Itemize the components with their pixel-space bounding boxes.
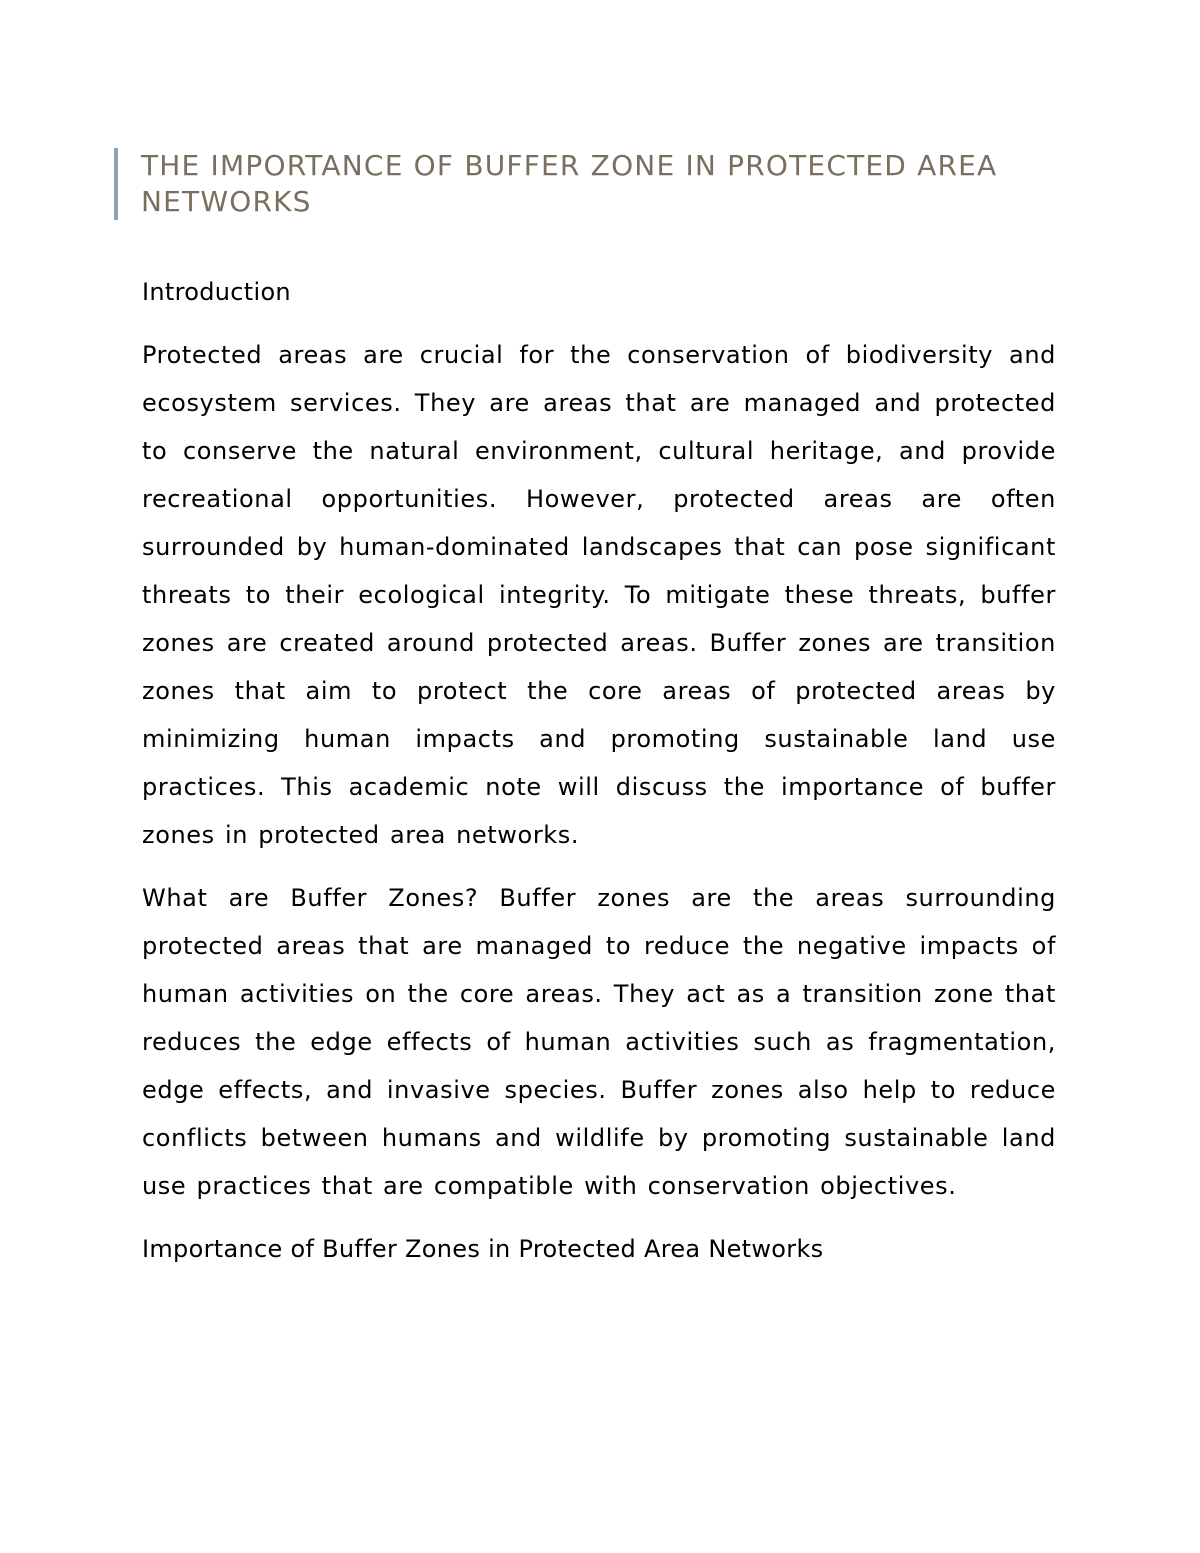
definition-paragraph: What are Buffer Zones? Buffer zones are the areas surrounding protected areas that are managed to reduce the negative impacts of human activities on the core areas. They act as a transition zone that reduces the edge effects of human activities such as fragmentation, edge effects, and invasive species. Buffer zones also help to reduce conflicts between humans and wildlife by promoting sustainable land use practices that are compatible with conservation objectives.	[142, 884, 1056, 1200]
intro-paragraph: Protected areas are crucial for the conservation of biodiversity and ecosystem services. They are areas that are managed and protected to conserve the natural environment, cultural heritage, and provide recreational opportunities. However, protected areas are often surrounded by human-dominated landscapes that can pose significant threats to their ecological integrity. To mitigate these threats, buffer zones are created around protected areas. Buffer zones are transition zones that aim to protect the core areas of protected areas by minimizing human impacts and promoting sustainable land use practices. This academic note will discuss the importance of buffer zones in protected area networks.	[142, 341, 1056, 849]
document-title: THE IMPORTANCE OF BUFFER ZONE IN PROTECTED AREA NETWORKS	[141, 149, 998, 218]
title-block	[114, 148, 1041, 220]
section-heading: Importance of Buffer Zones in Protected Area Networks	[142, 1235, 824, 1263]
document-body	[142, 268, 1056, 1273]
intro-heading: Introduction	[142, 278, 291, 306]
